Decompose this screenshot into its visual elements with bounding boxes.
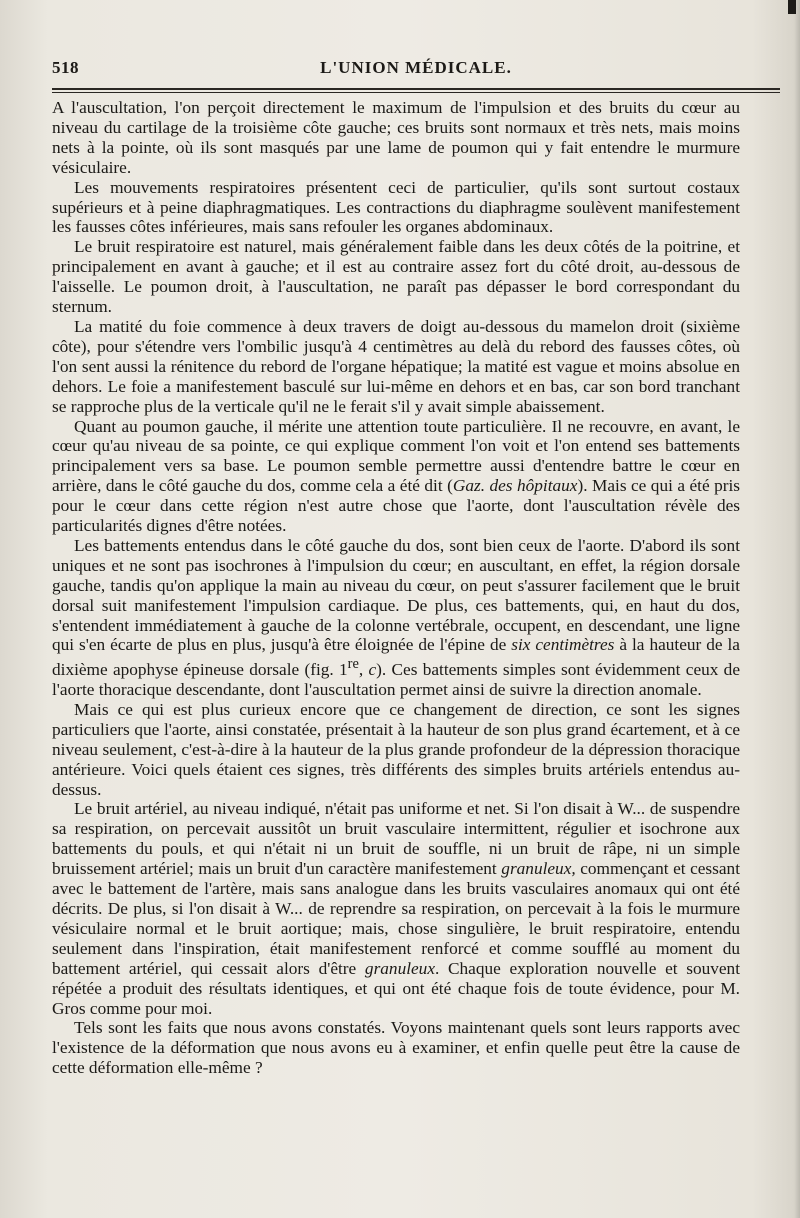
paragraph: Les mouvements respiratoires présentent ceci de particulier, qu'ils sont surtout costaux supérieurs et à peine diaphragmatiques. Les contractions du diaphragme soulèvent manifestement les fausses côtes inférieures, mais sans refouler les organes abdominaux. — [52, 177, 740, 237]
body-text — [52, 98, 740, 1078]
emphasis: granuleux — [364, 958, 435, 978]
paragraph: Mais ce qui est plus curieux encore que ce changement de direction, ce sont les signes particuliers que l'aorte, ainsi constatée, présentait à la hauteur de son plus grand écartement, et à ce niveau seulement, c'est-à-dire à la hauteur de la plus grande profondeur de la dépression thoracique antérieure. Voici quels étaient ces signes, très différents des simples bruits artériels entendus au-dessus. — [52, 699, 740, 799]
running-title: L'UNION MÉDICALE. — [320, 58, 512, 77]
page-edge-shadow — [794, 0, 800, 1218]
text-run: Le bruit artériel, au niveau indiqué, n'était pas uniforme et net. Si l'on disait à W... de suspendre sa respiration, on percevait aussitôt un bruit vasculaire intermittent, régulier et isochrone aux battements du pouls, et qui n'était ni un bruit de souffle, ni un bruit de râpe, ni un simple bruissement artériel; mais un bruit d'un caractère manifestement — [52, 799, 740, 879]
paragraph: A l'auscultation, l'on perçoit directement le maximum de l'impulsion et des bruits du cœur au niveau du cartilage de la troisième côte gauche; ces bruits sont normaux et très nets, mais moins nets à la pointe, où ils sont masqués par une lame de poumon qui y fait entendre le murmure vésiculaire. — [52, 98, 740, 177]
figure-letter: c — [368, 660, 377, 680]
paragraph: La matité du foie commence à deux travers de doigt au-dessous du mamelon droit (sixième côte), pour s'étendre vers l'ombilic jusqu'à 4 centimètres au delà du rebord des fausses côtes, où l'on sent aussi la rénitence du rebord de l'organe hépatique; la matité est vague et moins absolue en dehors. Le foie a manifestement basculé sur lui-même en dehors et en bas, car son bord tranchant se rapproche plus de la verticale qu'il ne le ferait s'il y avait simple abaissement. — [52, 316, 740, 416]
emphasis: six centimètres — [511, 635, 615, 655]
text-run: ). Mais ce qui a été pris pour le cœur dans cette région n'est autre chose que l'aorte, dont l'auscultation révèle des particularités dignes d'être notées. — [52, 476, 740, 536]
paragraph: Le bruit respiratoire est naturel, mais généralement faible dans les deux côtés de la poitrine, et principalement en avant à gauche; et il est au contraire assez fort du côté droit, au-dessous de l'aisselle. Le poumon droit, à l'auscultation, ne paraît pas dépasser le bord correspondant du sternum. — [52, 237, 740, 317]
page-header — [52, 58, 780, 82]
text-run: . Chaque exploration nouvelle et souvent répétée a produit des résultats identiques, et qui ont été chaque fois de toute évidence, pour M. Gros comme pour moi. — [52, 958, 740, 1018]
header-rule — [52, 88, 780, 90]
text-run: ). Ces battements simples sont évidemment ceux de l'aorte thoracique descendante, dont l'auscultation permet ainsi de suivre la direction anomale. — [52, 660, 740, 700]
text-run: commençant et cessant avec le battement de l'artère, mais sans analogue dans les bruits vasculaires anomaux qui ont été décrits. De plus, si l'on disait à W... de reprendre sa respiration, on percevait à la fois le murmure vésiculaire normal et le bruit aortique; mais, chose singulière, le bruit respiratoire, entendu seulement dans l'inspiration, était manifestement renforcé et comme soufflé au moment du battement artériel, qui cessait alors d'être — [52, 859, 740, 978]
citation: Gaz. des hôpitaux — [452, 476, 578, 496]
paragraph — [52, 417, 740, 536]
header-rule-thin — [52, 92, 780, 93]
paragraph — [52, 536, 740, 700]
text-run: Quant au poumon gauche, il mérite une attention toute particulière. Il ne recouvre, en avant, le cœur qu'au niveau de sa pointe, ce qui explique comment l'on voit et l'on entend ses battements principalement vers sa base. Le poumon semble permettre aussi d'entendre battre le cœur en arrière, dans le côté gauche du dos, comme cela a été dit ( — [52, 416, 740, 496]
page-number: 518 — [52, 58, 79, 77]
paragraph — [52, 799, 740, 1018]
paragraph: Tels sont les faits que nous avons constatés. Voyons maintenant quels sont leurs rapports avec l'existence de la déformation que nous avons eu à examiner, et enfin quelle peut être la cause de cette déformation elle-même ? — [52, 1018, 740, 1078]
text-run: à la hauteur de la dixième apophyse épineuse dorsale (fig. 1 — [52, 635, 740, 680]
text-run: , — [358, 660, 369, 680]
text-run: Les battements entendus dans le côté gauche du dos, sont bien ceux de l'aorte. D'abord ils sont uniques et ne sont pas isochrones à l'impulsion du cœur; en auscultant, en effet, la région dorsale gauche, tandis qu'on applique la main au niveau du cœur, on peut s'assurer facilement que le bruit dorsal suit manifestement l'impulsion cardiaque. De plus, ces battements, qui, en haut du dos, s'entendent immédiatement à gauche de la colonne vertébrale, occupent, en descendant, une ligne qui s'en écarte de plus en plus, jusqu'à être éloignée de l'épine de — [52, 535, 740, 655]
superscript: re — [347, 656, 359, 673]
emphasis: granuleux, — [501, 859, 576, 879]
